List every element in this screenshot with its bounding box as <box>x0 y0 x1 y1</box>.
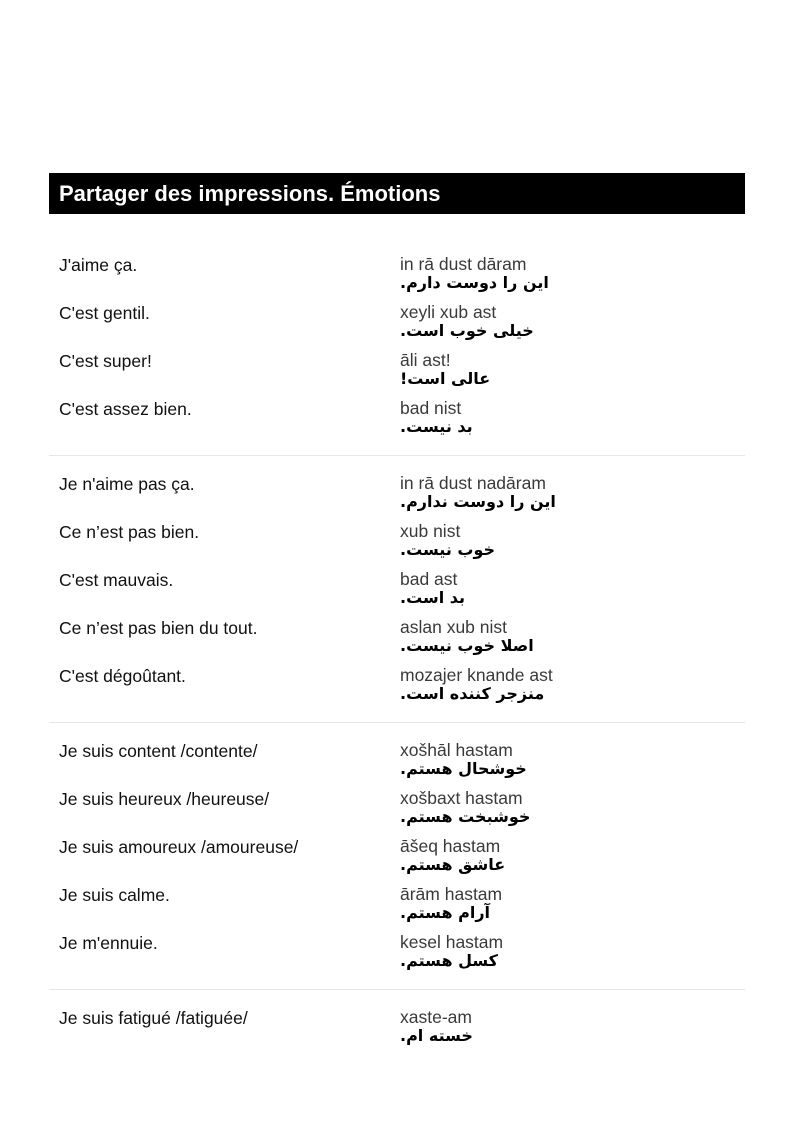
french-phrase: Je suis amoureux /amoureuse/ <box>59 837 299 857</box>
persian-transliteration: kesel hastam <box>400 932 504 952</box>
persian-transliteration: xub nist <box>400 521 461 541</box>
french-phrase: Ce n’est pas bien. <box>59 522 200 542</box>
phrase-row <box>49 472 745 520</box>
french-phrase: C'est gentil. <box>59 303 150 323</box>
phrase-row <box>49 931 745 979</box>
phrase-row <box>49 787 745 835</box>
phrase-section <box>49 739 745 990</box>
phrase-section <box>49 472 745 723</box>
phrase-row <box>49 301 745 349</box>
french-phrase: C'est dégoûtant. <box>59 666 186 686</box>
persian-transliteration: xaste-am <box>400 1007 472 1027</box>
phrase-section <box>49 253 745 456</box>
phrase-row <box>49 883 745 931</box>
persian-phrase: کسل هستم. <box>400 951 498 970</box>
persian-phrase: منزجر کننده است. <box>400 684 545 703</box>
persian-transliteration: in rā dust dāram <box>400 254 527 274</box>
french-phrase: Je suis calme. <box>59 885 170 905</box>
persian-phrase: خوشبخت هستم. <box>400 807 531 826</box>
phrase-row <box>49 397 745 445</box>
french-phrase: Je m'ennuie. <box>59 933 158 953</box>
phrase-row <box>49 520 745 568</box>
persian-transliteration: bad ast <box>400 569 458 589</box>
persian-phrase: اصلا خوب نیست. <box>400 636 534 655</box>
phrase-row <box>49 349 745 397</box>
phrase-row <box>49 616 745 664</box>
french-phrase: Je n'aime pas ça. <box>59 474 195 494</box>
phrase-row <box>49 739 745 787</box>
french-phrase: Ce n’est pas bien du tout. <box>59 618 258 638</box>
persian-transliteration: āli ast! <box>400 350 451 370</box>
persian-transliteration: xošbaxt hastam <box>400 788 523 808</box>
persian-phrase: عاشق هستم. <box>400 855 506 874</box>
french-phrase: C'est assez bien. <box>59 399 192 419</box>
phrase-row <box>49 568 745 616</box>
phrase-row <box>49 1006 745 1054</box>
french-phrase: Je suis fatigué /fatiguée/ <box>59 1008 248 1028</box>
persian-phrase: بد است. <box>400 588 466 607</box>
persian-phrase: عالی است! <box>400 369 491 388</box>
persian-transliteration: aslan xub nist <box>400 617 508 637</box>
page-title: Partager des impressions. Émotions <box>49 173 745 214</box>
persian-transliteration: xošhāl hastam <box>400 740 513 760</box>
persian-phrase: خیلی خوب است. <box>400 321 534 340</box>
phrase-row <box>49 664 745 712</box>
french-phrase: Je suis heureux /heureuse/ <box>59 789 270 809</box>
french-phrase: J'aime ça. <box>59 255 138 275</box>
phrase-section <box>49 1006 745 1064</box>
persian-phrase: بد نیست. <box>400 417 473 436</box>
persian-transliteration: āšeq hastam <box>400 836 501 856</box>
persian-phrase: خوشحال هستم. <box>400 759 527 778</box>
french-phrase: C'est mauvais. <box>59 570 174 590</box>
persian-transliteration: xeyli xub ast <box>400 302 497 322</box>
persian-transliteration: ārām hastam <box>400 884 503 904</box>
persian-phrase: این را دوست ندارم. <box>400 492 556 511</box>
phrasebook-page <box>49 173 745 1080</box>
persian-transliteration: mozajer knande ast <box>400 665 553 685</box>
phrase-row <box>49 253 745 301</box>
persian-transliteration: in rā dust nadāram <box>400 473 546 493</box>
french-phrase: C'est super! <box>59 351 152 371</box>
persian-phrase: آرام هستم. <box>400 903 491 922</box>
french-phrase: Je suis content /contente/ <box>59 741 258 761</box>
persian-phrase: خسته ام. <box>400 1026 473 1045</box>
persian-phrase: این را دوست دارم. <box>400 273 549 292</box>
persian-phrase: خوب نیست. <box>400 540 496 559</box>
phrase-sections <box>49 253 745 1064</box>
persian-transliteration: bad nist <box>400 398 462 418</box>
phrase-row <box>49 835 745 883</box>
